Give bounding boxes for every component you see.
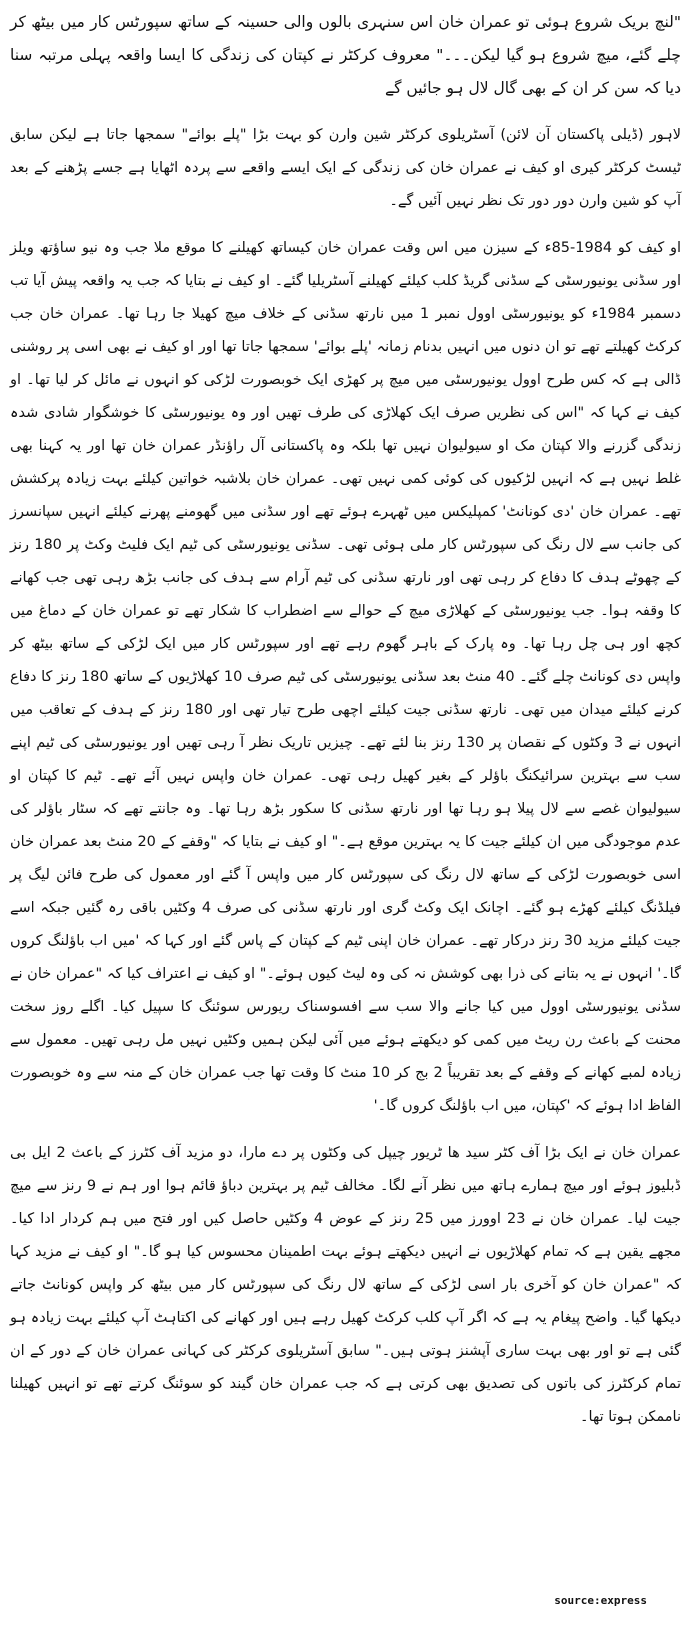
source-credit: source:express bbox=[554, 1594, 647, 1607]
article-paragraph-story: او کیف کو 1984-85ء کے سیزن میں اس وقت عمران خان کیساتھ کھیلنے کا موقع ملا جب وہ نیو ساؤتھ ویلز اور سڈنی یونیورسٹی کے سڈنی گریڈ کلب کیلئے کھیلنے آسٹریلیا گئے۔ او کیف نے بتایا کہ جب یہ واقعہ پیش آیا تب دسمبر 1984ء کو یونیورسٹی اوول نمبر 1 میں نارتھ سڈنی کے خلاف میچ کھیلا جا رہا تھا۔ عمران خان جب کرکٹ کھیلتے تھے تو ان دنوں میں انہیں بدنام زمانہ 'پلے بوائے' سمجھا جاتا تھا اور او کیف نے بھی اسی پر روشنی ڈالی ہے کہ کس طرح اوول یونیورسٹی میں میچ پر کھڑی ایک خوبصورت لڑکی کو انہوں نے مائل کر لیا تھا۔ او کیف نے کہا کہ "اس کی نظریں صرف ایک کھلاڑی کی طرف تھیں اور وہ یونیورسٹی کا خوشگوار شادی شدہ زندگی گزرنے والا کپتان مک او سیولیوان نہیں تھا بلکہ وہ پاکستانی آل راؤنڈر عمران خان تھا اور یہ کہنا بھی غلط نہیں ہے کہ انہیں لڑکیوں کی کوئی کمی نہیں تھی۔ عمران خان بلاشبہ خواتین کیلئے بہت زیادہ پرکشش تھے۔ عمران خان 'دی کونانٹ' کمپلیکس میں ٹھہرے ہوئے تھے اور سڈنی میں گھومنے پھرنے کیلئے انہیں سپانسرز کی جانب سے لال رنگ کی سپورٹس کار ملی ہوئی تھی۔ سڈنی یونیورسٹی کی ٹیم ایک فلیٹ وکٹ پر 180 رنز کے چھوٹے ہدف کا دفاع کر رہی تھی اور نارتھ سڈنی کی ٹیم آرام سے ہدف کی جانب بڑھ رہی تھی جب کھانے کا وقفہ ہوا۔ جب یونیورسٹی کے کھلاڑی میچ کے حوالے سے اضطراب کا شکار تھے تو عمران خان کے دماغ میں کچھ اور ہی چل رہا تھا۔ وہ پارک کے باہر گھوم رہے تھے اور سپورٹس کار میں ایک لڑکی کے ساتھ بیٹھ کر واپس دی کونانٹ چلے گئے۔ 40 منٹ بعد سڈنی یونیورسٹی کی ٹیم صرف 10 کھلاڑیوں کے ساتھ 180 رنز کا دفاع کرنے کیلئے میدان میں تھی۔ نارتھ سڈنی جیت کیلئے اچھی طرح تیار تھی اور 180 رنز کے ہدف کے تعاقب میں انہوں نے 3 وکٹوں کے نقصان پر 130 رنز بنا لئے تھے۔ چیزیں تاریک نظر آ رہی تھیں اور یونیورسٹی کی ٹیم اپنے سب سے بہترین سرائیکنگ باؤلر کے بغیر کھیل رہی تھی۔ عمران خان واپس نہیں آئے تھے۔ ٹیم کا کپتان او سیولیوان غصے سے لال پیلا ہو رہا تھا اور نارتھ سڈنی کا سکور بڑھ رہا تھا۔ وہ جانتے تھے کہ سٹار باؤلر کی عدم موجودگی میں ان کیلئے جیت کا یہ بہترین موقع ہے۔" او کیف نے بتایا کہ "وقفے کے 20 منٹ بعد عمران خان اسی خوبصورت لڑکی کے ساتھ لال رنگ کی سپورٹس کار میں واپس آ گئے اور معمول کی طرح فائن لیگ پر فیلڈنگ کیلئے کھڑے ہو گئے۔ اچانک ایک وکٹ گری اور نارتھ سڈنی کی صرف 4 وکٹیں باقی رہ گئیں جبکہ اسے جیت کیلئے مزید 30 رنز درکار تھے۔ عمران خان اپنی ٹیم کے کپتان کے پاس گئے اور کہا کہ 'میں اب باؤلنگ کروں گا۔' انہوں نے یہ بتانے کی ذرا بھی کوشش نہ کی وہ لیٹ کیوں ہوئے۔" او کیف نے اعتراف کیا کہ "عمران خان نے سڈنی یونیورسٹی اوول میں کیا جانے والا سب سے افسوسناک ریورس سوئنگ کا سپیل کیا۔ اگلے روز سخت محنت کے باعث رن ریٹ میں کمی کو دیکھتے ہوئے میں آئی لیکن ہمیں وکٹیں نہیں مل رہی تھیں۔ معمول سے زیادہ لمبے کھانے کے وقفے کے بعد تقریباً 2 بج کر 10 منٹ کا وقت تھا جب عمران خان کے منہ سے وہ خوبصورت الفاظ ادا ہوئے کہ 'کپتان، میں اب باؤلنگ کروں گا۔' bbox=[10, 240, 682, 1114]
article-paragraph-intro: لاہور (ڈیلی پاکستان آن لائن) آسٹریلوی کرکٹر شین وارن کو بہت بڑا "پلے بوائے" سمجھا جاتا ہے لیکن سابق ٹیسٹ کرکٹر کیری او کیف نے عمران خان کی زندگی کے ایک ایسے واقعے سے پردہ اٹھایا ہے جسے پڑھنے کے بعد آپ کو شین وارن دور دور تک نظر نہیں آئیں گے۔ bbox=[10, 127, 681, 209]
article-paragraph-conclusion: عمران خان نے ایک بڑا آف کٹر سید ھا ٹریور چیپل کی وکٹوں پر دے مارا، دو مزید آف کٹرز کے باعث 2 ایل بی ڈبلیوز ہوئے اور میچ ہمارے ہاتھ میں نظر آنے لگا۔ مخالف ٹیم پر بہترین دباؤ قائم ہوا اور ہم نے 9 رنز سے میچ جیت لیا۔ عمران خان نے 23 اوورز میں 25 رنز کے عوض 4 وکٹیں حاصل کیں اور فتح میں ہم کردار ادا کیا۔ مجھے یقین ہے کہ تمام کھلاڑیوں نے انہیں دیکھتے ہوئے بہت اطمینان محسوس کیا ہو گا۔" او کیف نے مزید کہا کہ "عمران خان کو آخری بار اسی لڑکی کے ساتھ لال رنگ کی سپورٹس کار میں بیٹھ کر واپس کونانٹ جاتے دیکھا گیا۔ واضح پیغام یہ ہے کہ اگر آپ کلب کرکٹ کھیل رہے ہیں اور کھانے کی اکتاہٹ آپ کیلئے بہت زیادہ ہو گئی ہے تو اور بھی بہت ساری آپشنز ہوتی ہیں۔" سابق آسٹریلوی کرکٹر کی کہانی عمران خان کے دور کے ان تمام کرکٹرز کی باتوں کی تصدیق بھی کرتی ہے کہ جب عمران خان گیند کو سوئنگ کرتے تھے تو انہیں کھیلنا ناممکن ہوتا تھا۔ bbox=[10, 1145, 682, 1425]
article-headline: "لنچ بریک شروع ہوئی تو عمران خان اس سنہری بالوں والی حسینہ کے ساتھ سپورٹس کار میں بیٹھ کر چلے گئے، میچ شروع ہو گیا لیکن۔۔۔" معروف کرکٹر نے کپتان کی زندگی کا ایسا واقعہ پہلی مرتبہ سنا دیا کہ سن کر ان کے بھی گال لال ہو جائیں گے bbox=[10, 13, 681, 97]
news-article bbox=[10, 0, 681, 1448]
